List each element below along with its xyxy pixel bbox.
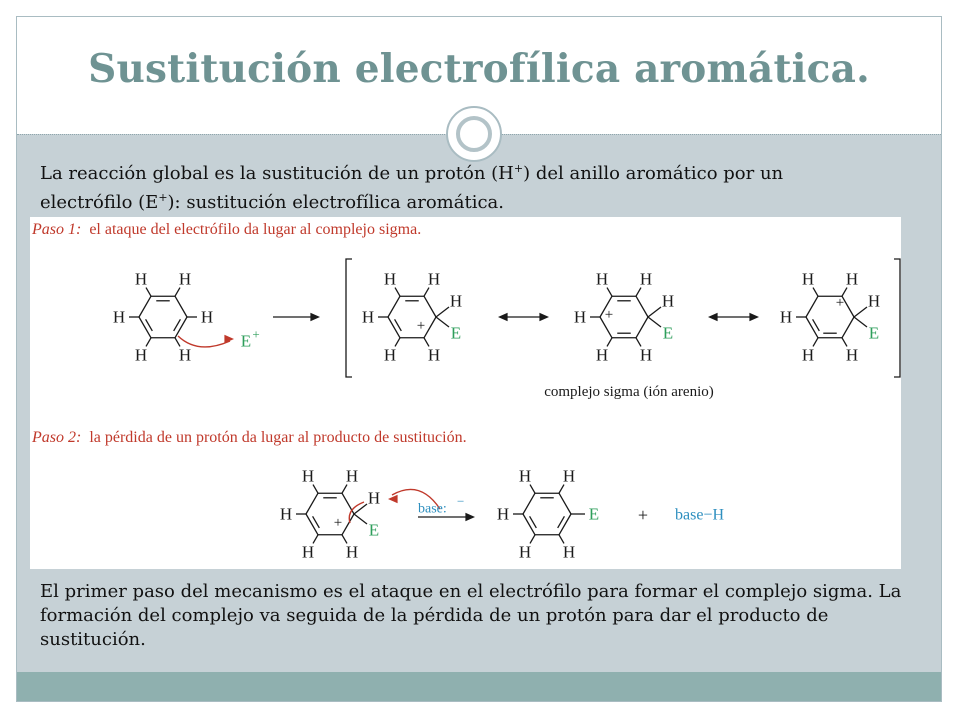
intro-paragraph	[40, 157, 920, 215]
sigma-2-h-atom: H	[639, 269, 653, 289]
sigma-1-h-atom: H	[383, 345, 397, 365]
circle-ornament-icon	[446, 106, 502, 162]
sigma-2-ce-bond	[648, 317, 661, 327]
resonance-arrow-2-head-left	[708, 313, 718, 321]
mechanism-diagram	[30, 217, 901, 569]
sigma-1-h-atom: H	[449, 291, 463, 311]
product-h-atom-bond	[530, 485, 535, 494]
footer-band	[17, 672, 941, 701]
sigma-step2-ce-bond	[354, 514, 367, 524]
product-bond	[559, 493, 571, 514]
benzene-h-atom: H	[134, 269, 148, 289]
step2-label: Paso 2:	[32, 429, 82, 446]
sigma-2-h-atom-bond	[636, 288, 641, 297]
product-bond	[523, 514, 535, 535]
step2-text: la pérdida de un protón da lugar al producto de sustitución.	[89, 429, 467, 446]
circle-ornament-inner	[456, 116, 492, 152]
sigma-3-h-atom: H	[867, 291, 881, 311]
sigma-step2-h-atom: H	[301, 466, 315, 486]
sigma-2-bond	[636, 317, 648, 338]
mechanism-svg	[30, 217, 901, 569]
benzene-h-atom-bond	[175, 288, 180, 297]
product-h-atom: H	[518, 542, 532, 562]
electrophile-charge: +	[252, 326, 260, 342]
resonance-arrow-2-head-right	[749, 313, 759, 321]
sigma-3-bond	[842, 317, 854, 338]
sigma-1-h-atom: H	[383, 269, 397, 289]
sigma-step2-h-atom-bond	[313, 485, 318, 494]
sigma-3-e-atom: E	[868, 323, 880, 343]
sigma-step2-h-atom: H	[279, 504, 293, 524]
sigma-1-bond	[388, 296, 400, 317]
product-h-atom: H	[518, 466, 532, 486]
left-bracket	[346, 259, 352, 377]
sigma-step2-h-atom-bond	[342, 485, 347, 494]
sigma-3-plus: +	[835, 295, 845, 311]
plus-sign: +	[637, 505, 649, 525]
sigma-1-bond	[424, 296, 436, 317]
sigma-2-h-atom: H	[661, 291, 675, 311]
benzene-h-atom: H	[112, 307, 126, 327]
resonance-arrow-1-head-left	[498, 313, 508, 321]
sigma-2-h-atom-bond	[607, 288, 612, 297]
intro-line2-b: ): sustitución electrofílica aromática.	[167, 192, 504, 213]
intro-line2-a: electrófilo (E	[40, 192, 159, 213]
sigma-1-ce-bond	[436, 317, 449, 327]
sigma-1-plus: +	[416, 318, 426, 334]
sigma-2-bond	[636, 296, 648, 317]
sigma-step2-e-atom: E	[368, 520, 380, 540]
step1-text: el ataque del electrófilo da lugar al complejo sigma.	[89, 221, 422, 238]
sigma-1-h-atom-bond	[424, 288, 429, 297]
intro-line1-b: ) del anillo aromático por un	[523, 163, 784, 184]
sigma-step2-bond	[342, 514, 354, 535]
sigma-3-h-atom: H	[845, 345, 859, 365]
reaction-arrow-1-head	[310, 313, 320, 321]
sigma-3-h-atom: H	[801, 345, 815, 365]
sigma-1-bond	[424, 317, 436, 338]
base-label: base:	[418, 501, 447, 517]
sigma-1-e-atom: E	[450, 323, 462, 343]
sigma-step2-plus: +	[333, 515, 343, 531]
benzene-h-atom: H	[178, 345, 192, 365]
product-h-atom: H	[562, 466, 576, 486]
product-e-atom: E	[588, 504, 600, 524]
step1-label: Paso 1:	[32, 221, 82, 238]
sigma-2-ch-bond	[648, 307, 661, 317]
sigma-3-h-atom: H	[845, 269, 859, 289]
sigma-2-h-atom: H	[573, 307, 587, 327]
slide-title: Sustitución electrofílica aromática.	[88, 46, 870, 92]
product-h-atom: H	[496, 504, 510, 524]
sigma-complex-caption: complejo sigma (ión arenio)	[544, 384, 714, 400]
electrophile-e: E	[240, 331, 252, 351]
benzene-bond	[175, 296, 187, 317]
product-h-atom-bond	[559, 485, 564, 494]
benzene-h-atom-bond	[146, 288, 151, 297]
sigma-1-h-atom: H	[361, 307, 375, 327]
sigma-3-ce-bond	[854, 317, 867, 327]
intro-line1-sup: +	[513, 162, 524, 175]
benzene-bond	[175, 317, 187, 338]
sigma-1-h-atom: H	[427, 345, 441, 365]
product-bond	[523, 493, 535, 514]
sigma-1-h-atom: H	[427, 269, 441, 289]
base-charge: −	[457, 493, 465, 509]
sigma-1-bond	[388, 317, 400, 338]
sigma-3-h-atom: H	[801, 269, 815, 289]
sigma-2-h-atom: H	[639, 345, 653, 365]
intro-line2-sup: +	[158, 191, 168, 204]
curved-arrow-base-head	[388, 495, 398, 503]
sigma-3-h-atom: H	[779, 307, 793, 327]
sigma-step2-h-atom: H	[301, 542, 315, 562]
sigma-step2-h-atom: H	[345, 466, 359, 486]
benzene-h-atom: H	[200, 307, 214, 327]
sigma-3-bond	[806, 296, 818, 317]
product-h-atom: H	[562, 542, 576, 562]
sigma-2-plus: +	[604, 307, 614, 323]
reaction-arrow-2-head	[465, 513, 475, 521]
sigma-2-h-atom: H	[595, 269, 609, 289]
sigma-step2-h-atom: H	[367, 488, 381, 508]
sigma-1-h-atom-bond	[395, 288, 400, 297]
benzene-h-atom: H	[134, 345, 148, 365]
sigma-2-e-atom: E	[662, 323, 674, 343]
sigma-2-h-atom: H	[595, 345, 609, 365]
benzene-h-atom: H	[178, 269, 192, 289]
sigma-step2-h-atom: H	[345, 542, 359, 562]
resonance-arrow-1-head-right	[539, 313, 549, 321]
sigma-3-bond	[806, 317, 818, 338]
sigma-1-ch-bond	[436, 307, 449, 317]
sigma-step2-bond	[306, 493, 318, 514]
right-bracket	[894, 259, 900, 377]
base-h-product: base−H	[675, 506, 725, 524]
benzene-bond	[139, 296, 151, 317]
benzene-bond	[139, 317, 151, 338]
sigma-step2-bond	[306, 514, 318, 535]
sigma-3-h-atom-bond	[813, 288, 818, 297]
outro-paragraph: El primer paso del mecanismo es el ataque en el electrófilo para formar el complejo sigma. La formación del complejo va seguida de la pérdida de un protón para dar el producto de sustitución.	[40, 581, 902, 650]
product-bond	[559, 514, 571, 535]
sigma-3-ch-bond	[854, 307, 867, 317]
intro-line1-a: La reacción global es la sustitución de un protón (H	[40, 163, 514, 184]
